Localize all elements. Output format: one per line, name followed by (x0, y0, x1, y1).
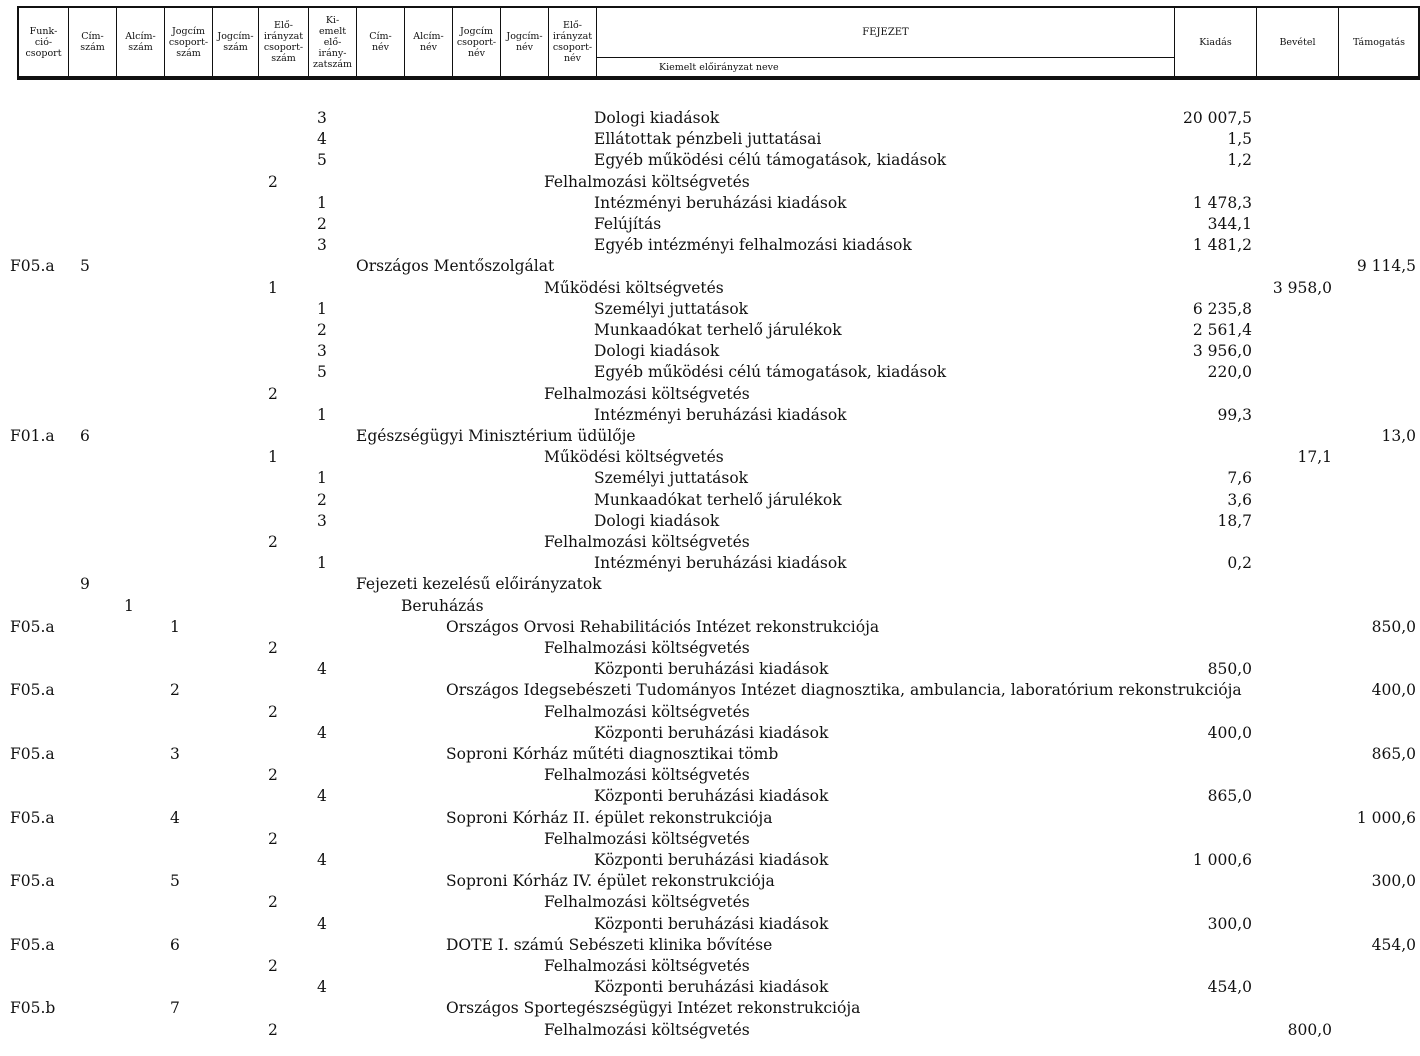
bevetel-cell: 3 958,0 (1272, 279, 1332, 297)
table-row (0, 511, 1420, 533)
row-name-cell: Munkaadókat terhelő járulékok (594, 321, 842, 339)
cim-szam-cell: 9 (80, 575, 90, 593)
header-cim-szam: Cím- szám (69, 8, 117, 76)
row-name-cell: Működési költségvetés (544, 448, 724, 466)
kiadas-cell: 3 956,0 (1192, 342, 1252, 360)
funkcio-csoport-cell: F05.a (10, 618, 55, 636)
eloiranyzat-csoport-szam-cell: 2 (268, 385, 278, 403)
funkcio-csoport-cell: F05.a (10, 809, 55, 827)
row-name-cell: Központi beruházási kiadások (594, 724, 829, 742)
row-name-cell: Felhalmozási költségvetés (544, 385, 750, 403)
header-bevetel: Bevétel (1257, 8, 1339, 76)
table-row (0, 256, 1420, 278)
row-name-cell: Dologi kiadások (594, 109, 720, 127)
row-name-cell: Központi beruházási kiadások (594, 851, 829, 869)
bevetel-cell: 17,1 (1297, 448, 1332, 466)
table-row (0, 384, 1420, 406)
table-row (0, 935, 1420, 957)
table-row (0, 299, 1420, 321)
table-row (0, 638, 1420, 660)
eloiranyzat-csoport-szam-cell: 2 (268, 957, 278, 975)
kiemelt-eloiranyzat-szam-cell: 4 (317, 724, 327, 742)
kiemelt-eloiranyzat-szam-cell: 4 (317, 915, 327, 933)
row-name-cell: Személyi juttatások (594, 300, 749, 318)
row-name-cell: Felhalmozási költségvetés (544, 766, 750, 784)
cim-szam-cell: 6 (80, 427, 90, 445)
funkcio-csoport-cell: F01.a (10, 427, 55, 445)
table-row (0, 892, 1420, 914)
kiemelt-eloiranyzat-szam-cell: 5 (317, 363, 327, 381)
row-name-cell: Soproni Kórház II. épület rekonstrukciója (446, 809, 773, 827)
funkcio-csoport-cell: F05.a (10, 936, 55, 954)
kiadas-cell: 20 007,5 (1182, 109, 1252, 127)
header-fejezet-block (597, 8, 1175, 76)
tamogatas-cell: 865,0 (1371, 745, 1416, 763)
jogcim-csoport-szam-cell: 6 (170, 936, 180, 954)
eloiranyzat-csoport-szam-cell: 2 (268, 639, 278, 657)
table-row (0, 1020, 1420, 1042)
kiemelt-eloiranyzat-szam-cell: 3 (317, 236, 327, 254)
cim-szam-cell: 5 (80, 257, 90, 275)
row-name-cell: Felhalmozási költségvetés (544, 703, 750, 721)
row-name-cell: Felhalmozási költségvetés (544, 957, 750, 975)
row-name-cell: Intézményi beruházási kiadások (594, 406, 847, 424)
header-kiadas: Kiadás (1175, 8, 1257, 76)
kiadas-cell: 1 478,3 (1192, 194, 1252, 212)
funkcio-csoport-cell: F05.a (10, 257, 55, 275)
kiadas-cell: 865,0 (1207, 787, 1252, 805)
table-row (0, 680, 1420, 702)
table-row (0, 723, 1420, 745)
kiadas-cell: 850,0 (1207, 660, 1252, 678)
row-name-cell: Egyéb intézményi felhalmozási kiadások (594, 236, 912, 254)
kiadas-cell: 3,6 (1227, 491, 1252, 509)
kiadas-cell: 99,3 (1217, 406, 1252, 424)
header-alcim-nev: Alcím- név (405, 8, 453, 76)
header-jogcim-nev: Jogcím- név (501, 8, 549, 76)
eloiranyzat-csoport-szam-cell: 2 (268, 533, 278, 551)
kiemelt-eloiranyzat-szam-cell: 1 (317, 554, 327, 572)
row-name-cell: Központi beruházási kiadások (594, 978, 829, 996)
header-funkcio-csoport: Funk- ció- csoport (19, 8, 69, 76)
table-row (0, 278, 1420, 300)
row-name-cell: Felhalmozási költségvetés (544, 173, 750, 191)
row-name-cell: DOTE I. számú Sebészeti klinika bővítése (446, 936, 773, 954)
table-row (0, 998, 1420, 1020)
bevetel-cell: 800,0 (1287, 1021, 1332, 1039)
table-row (0, 426, 1420, 448)
header-jogcim-csoport-szam: Jogcím csoport- szám (165, 8, 213, 76)
row-name-cell: Országos Orvosi Rehabilitációs Intézet rekonstrukciója (446, 618, 880, 636)
table-row (0, 808, 1420, 830)
kiadas-cell: 7,6 (1227, 469, 1252, 487)
kiemelt-eloiranyzat-szam-cell: 4 (317, 851, 327, 869)
kiemelt-eloiranyzat-szam-cell: 2 (317, 215, 327, 233)
funkcio-csoport-cell: F05.a (10, 872, 55, 890)
kiemelt-eloiranyzat-szam-cell: 2 (317, 321, 327, 339)
kiadas-cell: 1 481,2 (1192, 236, 1252, 254)
table-row (0, 871, 1420, 893)
eloiranyzat-csoport-szam-cell: 1 (268, 448, 278, 466)
row-name-cell: Fejezeti kezelésű előirányzatok (356, 575, 602, 593)
header-tamogatas: Támogatás (1352, 36, 1406, 48)
header-jogcim-szam: Jogcím- szám (213, 8, 259, 76)
row-name-cell: Soproni Kórház IV. épület rekonstrukciója (446, 872, 775, 890)
row-name-cell: Felhalmozási költségvetés (544, 533, 750, 551)
kiemelt-eloiranyzat-szam-cell: 1 (317, 194, 327, 212)
table-row (0, 617, 1420, 639)
jogcim-csoport-szam-cell: 5 (170, 872, 180, 890)
table-row (0, 150, 1420, 172)
kiemelt-eloiranyzat-szam-cell: 3 (317, 512, 327, 530)
jogcim-csoport-szam-cell: 7 (170, 999, 180, 1017)
table-row (0, 850, 1420, 872)
eloiranyzat-csoport-szam-cell: 2 (268, 766, 278, 784)
kiadas-cell: 18,7 (1217, 512, 1252, 530)
table-row (0, 765, 1420, 787)
jogcim-csoport-szam-cell: 2 (170, 681, 180, 699)
table-row (0, 341, 1420, 363)
table-row (0, 108, 1420, 130)
table-row (0, 659, 1420, 681)
kiemelt-eloiranyzat-szam-cell: 4 (317, 787, 327, 805)
header-kiemelt-eloiranyzat-szam: Ki- emelt elő- irány- zatszám (309, 8, 357, 76)
eloiranyzat-csoport-szam-cell: 2 (268, 830, 278, 848)
row-name-cell: Felhalmozási költségvetés (544, 639, 750, 657)
table-row (0, 362, 1420, 384)
kiadas-cell: 454,0 (1207, 978, 1252, 996)
kiadas-cell: 220,0 (1207, 363, 1252, 381)
kiadas-cell: 1,5 (1227, 130, 1252, 148)
table-row (0, 786, 1420, 808)
kiadas-cell: 2 561,4 (1192, 321, 1252, 339)
row-name-cell: Központi beruházási kiadások (594, 915, 829, 933)
row-name-cell: Munkaadókat terhelő járulékok (594, 491, 842, 509)
table-row (0, 596, 1420, 618)
eloiranyzat-csoport-szam-cell: 2 (268, 173, 278, 191)
kiemelt-eloiranyzat-szam-cell: 5 (317, 151, 327, 169)
kiemelt-eloiranyzat-szam-cell: 3 (317, 342, 327, 360)
row-name-cell: Felhalmozási költségvetés (544, 1021, 750, 1039)
alcim-szam-cell: 1 (124, 597, 134, 615)
row-name-cell: Egyéb működési célú támogatások, kiadások (594, 151, 947, 169)
kiemelt-eloiranyzat-szam-cell: 2 (317, 491, 327, 509)
row-name-cell: Felújítás (594, 215, 662, 233)
tamogatas-cell: 9 114,5 (1356, 257, 1416, 275)
row-name-cell: Dologi kiadások (594, 342, 720, 360)
table-row (0, 829, 1420, 851)
row-name-cell: Országos Mentőszolgálat (356, 257, 555, 275)
tamogatas-cell: 300,0 (1371, 872, 1416, 890)
kiemelt-eloiranyzat-szam-cell: 1 (317, 469, 327, 487)
table-row (0, 574, 1420, 596)
row-name-cell: Központi beruházási kiadások (594, 660, 829, 678)
kiemelt-eloiranyzat-szam-cell: 4 (317, 978, 327, 996)
header-kiemelt-eloiranyzat-neve: Kiemelt előirányzat neve (659, 61, 779, 73)
row-name-cell: Beruházás (401, 597, 484, 615)
header-jogcim-csoport-nev: Jogcím csoport- név (453, 8, 501, 76)
row-name-cell: Országos Sportegészségügyi Intézet rekonstrukciója (446, 999, 861, 1017)
row-name-cell: Soproni Kórház műtéti diagnosztikai tömb (446, 745, 779, 763)
tamogatas-cell: 13,0 (1381, 427, 1416, 445)
kiemelt-eloiranyzat-szam-cell: 4 (317, 130, 327, 148)
eloiranyzat-csoport-szam-cell: 2 (268, 703, 278, 721)
jogcim-csoport-szam-cell: 4 (170, 809, 180, 827)
funkcio-csoport-cell: F05.a (10, 745, 55, 763)
row-name-cell: Intézményi beruházási kiadások (594, 194, 847, 212)
kiemelt-eloiranyzat-szam-cell: 3 (317, 109, 327, 127)
eloiranyzat-csoport-szam-cell: 1 (268, 279, 278, 297)
jogcim-csoport-szam-cell: 3 (170, 745, 180, 763)
funkcio-csoport-cell: F05.b (10, 999, 56, 1017)
row-name-cell: Felhalmozási költségvetés (544, 830, 750, 848)
row-name-cell: Felhalmozási költségvetés (544, 893, 750, 911)
table-row (0, 193, 1420, 215)
row-name-cell: Személyi juttatások (594, 469, 749, 487)
tamogatas-cell: 454,0 (1371, 936, 1416, 954)
table-row (0, 702, 1420, 724)
table-row (0, 320, 1420, 342)
eloiranyzat-csoport-szam-cell: 2 (268, 1021, 278, 1039)
table-row (0, 468, 1420, 490)
tamogatas-cell: 1 000,6 (1356, 809, 1416, 827)
table-row (0, 532, 1420, 554)
kiadas-cell: 344,1 (1207, 215, 1252, 233)
row-name-cell: Dologi kiadások (594, 512, 720, 530)
kiadas-cell: 300,0 (1207, 915, 1252, 933)
kiemelt-eloiranyzat-szam-cell: 1 (317, 406, 327, 424)
kiemelt-eloiranyzat-szam-cell: 1 (317, 300, 327, 318)
table-row (0, 447, 1420, 469)
kiadas-cell: 1,2 (1227, 151, 1252, 169)
table-row (0, 956, 1420, 978)
table-row (0, 553, 1420, 575)
row-name-cell: Központi beruházási kiadások (594, 787, 829, 805)
table-row (0, 977, 1420, 999)
header-alcim-szam: Alcím- szám (117, 8, 165, 76)
table-row (0, 490, 1420, 512)
jogcim-csoport-szam-cell: 1 (170, 618, 180, 636)
kiadas-cell: 6 235,8 (1192, 300, 1252, 318)
table-row (0, 405, 1420, 427)
kiadas-cell: 0,2 (1227, 554, 1252, 572)
row-name-cell: Intézményi beruházási kiadások (594, 554, 847, 572)
kiadas-cell: 400,0 (1207, 724, 1252, 742)
header-cim-nev: Cím- név (357, 8, 405, 76)
header-eloiranyzat-csoport-nev: Elő- irányzat csoport- név (549, 8, 597, 76)
row-name-cell: Egyéb működési célú támogatások, kiadások (594, 363, 947, 381)
row-name-cell: Országos Idegsebészeti Tudományos Intézet diagnosztika, ambulancia, laboratórium rekonstrukciója (446, 681, 1242, 699)
table-row (0, 235, 1420, 257)
table-row (0, 214, 1420, 236)
header-fejezet: FEJEZET (597, 8, 1174, 58)
eloiranyzat-csoport-szam-cell: 2 (268, 893, 278, 911)
row-name-cell: Ellátottak pénzbeli juttatásai (594, 130, 822, 148)
table-row (0, 172, 1420, 194)
tamogatas-cell: 850,0 (1371, 618, 1416, 636)
table-row (0, 744, 1420, 766)
row-name-cell: Egészségügyi Minisztérium üdülője (356, 427, 636, 445)
table-row (0, 914, 1420, 936)
funkcio-csoport-cell: F05.a (10, 681, 55, 699)
table-row (0, 129, 1420, 151)
kiemelt-eloiranyzat-szam-cell: 4 (317, 660, 327, 678)
row-name-cell: Működési költségvetés (544, 279, 724, 297)
header-eloiranyzat-csoport-szam: Elő- irányzat csoport- szám (259, 8, 309, 76)
kiadas-cell: 1 000,6 (1192, 851, 1252, 869)
table-header (17, 6, 1420, 80)
tamogatas-cell: 400,0 (1371, 681, 1416, 699)
